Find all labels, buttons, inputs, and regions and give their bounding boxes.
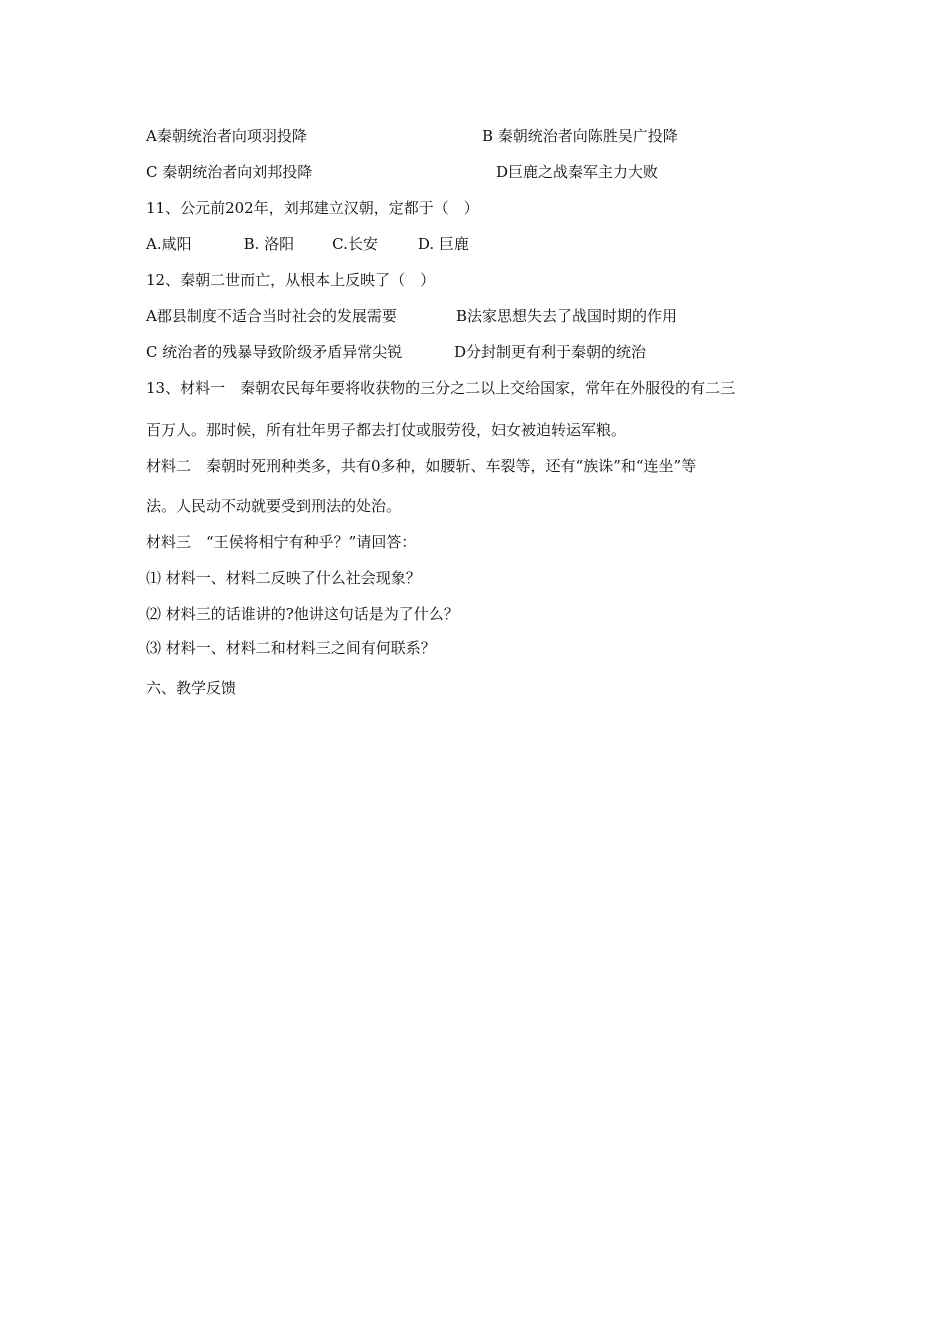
q11-stem: 11、公元前202年，刘邦建立汉朝，定都于（ ） — [146, 199, 479, 217]
q13-material3: 材料三 “王侯将相宁有种乎？”请回答： — [146, 533, 417, 551]
q12-option-b: B法家思想失去了战国时期的作用 — [456, 307, 678, 325]
q11-option-b: B. 洛阳 — [243, 235, 295, 253]
q13-material1-line1: 13、材料一 秦朝农民每年要将收获物的三分之二以上交给国家，常年在外服役的有二三 — [146, 379, 736, 397]
q11-option-a: A.咸阳 — [146, 235, 192, 253]
q13-question-1: ⑴ 材料一、材料二反映了什么社会现象？ — [146, 569, 421, 587]
q10-option-c: C 秦朝统治者向刘邦投降 — [146, 163, 313, 181]
section-6-heading: 六、教学反馈 — [146, 679, 237, 697]
q12-option-d: D分封制更有利于秦朝的统治 — [454, 343, 647, 361]
q10-option-d: D巨鹿之战秦军主力大败 — [496, 163, 659, 181]
q12-option-c: C 统治者的残暴导致阶级矛盾异常尖锐 — [146, 343, 403, 361]
q13-material2-line1: 材料二 秦朝时死刑种类多，共有0多种，如腰斩、车裂等，还有“族诛”和“连坐”等 — [146, 457, 697, 475]
q13-material1-line2: 百万人。那时候，所有壮年男子都去打仗或服劳役，妇女被迫转运军粮。 — [146, 421, 627, 439]
q10-option-b: B 秦朝统治者向陈胜吴广投降 — [482, 127, 678, 145]
q12-option-a: A郡县制度不适合当时社会的发展需要 — [146, 307, 397, 325]
q12-stem: 12、秦朝二世而亡，从根本上反映了（ ） — [146, 271, 436, 289]
q11-option-c: C.长安 — [332, 235, 378, 253]
q13-question-3: ⑶ 材料一、材料二和材料三之间有何联系？ — [146, 639, 436, 657]
q11-option-d: D. 巨鹿 — [417, 235, 469, 253]
q13-question-2: ⑵ 材料三的话谁讲的?他讲这句话是为了什么？ — [146, 605, 459, 623]
q10-option-a: A秦朝统治者向项羽投降 — [146, 127, 307, 145]
q13-material2-line2: 法。人民动不动就要受到刑法的处治。 — [146, 497, 402, 515]
q11-options — [146, 234, 469, 254]
